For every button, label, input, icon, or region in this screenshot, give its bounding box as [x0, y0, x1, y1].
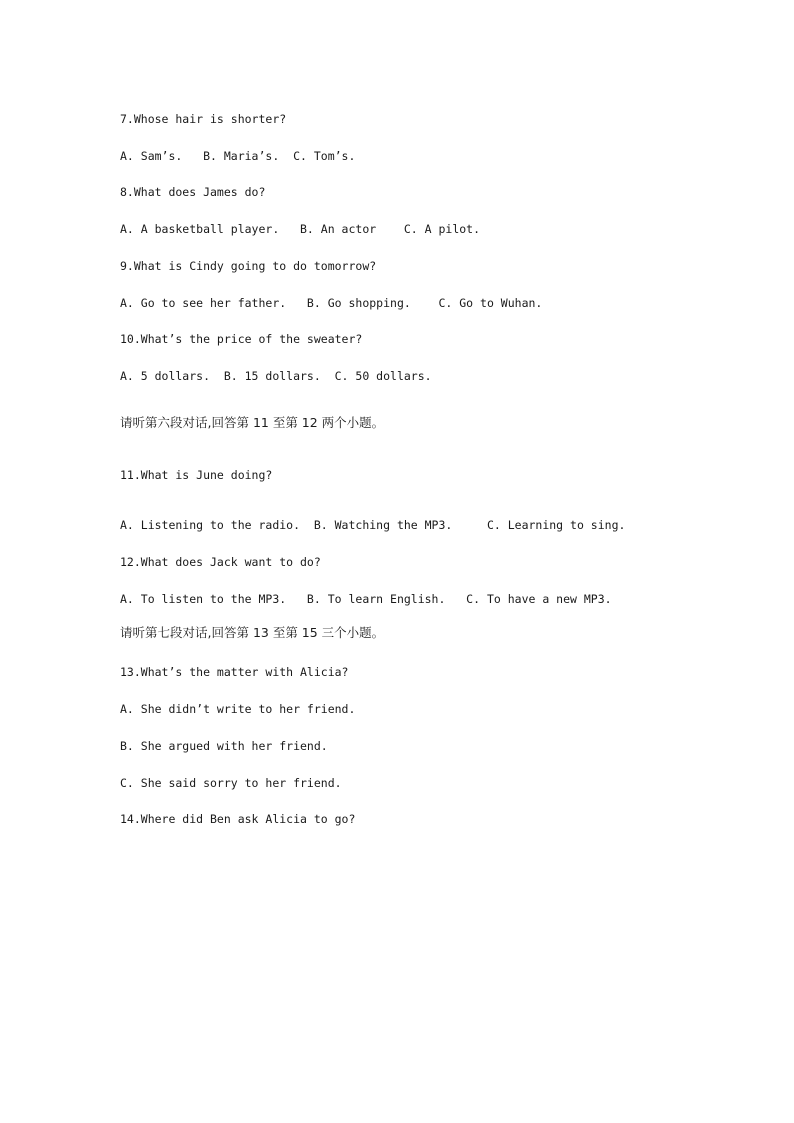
question-7-options: A. Sam’s. B. Maria’s. C. Tom’s.: [120, 149, 356, 163]
question-9: 9.What is Cindy going to do tomorrow?: [120, 259, 377, 273]
question-10-options: A. 5 dollars. B. 15 dollars. C. 50 dollars.: [120, 369, 432, 383]
question-13: 13.What’s the matter with Alicia?: [120, 665, 349, 679]
question-14: 14.Where did Ben ask Alicia to go?: [120, 812, 356, 826]
question-7: 7.Whose hair is shorter?: [120, 112, 287, 126]
question-12: 12.What does Jack want to do?: [120, 555, 321, 569]
question-8: 8.What does James do?: [120, 185, 266, 199]
question-8-options: A. A basketball player. B. An actor C. A pilot.: [120, 222, 481, 236]
question-10: 10.What’s the price of the sweater?: [120, 332, 363, 346]
question-11: 11.What is June doing?: [120, 468, 273, 482]
question-13-option-c: C. She said sorry to her friend.: [120, 776, 342, 790]
section-7-instruction: 请听第七段对话,回答第 13 至第 15 三个小题。: [120, 625, 385, 640]
question-12-options: A. To listen to the MP3. B. To learn English. C. To have a new MP3.: [120, 592, 612, 606]
question-13-option-b: B. She argued with her friend.: [120, 739, 328, 753]
question-9-options: A. Go to see her father. B. Go shopping. C. Go to Wuhan.: [120, 296, 543, 310]
section-6-instruction: 请听第六段对话,回答第 11 至第 12 两个小题。: [120, 415, 385, 430]
question-13-option-a: A. She didn’t write to her friend.: [120, 702, 356, 716]
question-11-options: A. Listening to the radio. B. Watching the MP3. C. Learning to sing.: [120, 518, 626, 532]
